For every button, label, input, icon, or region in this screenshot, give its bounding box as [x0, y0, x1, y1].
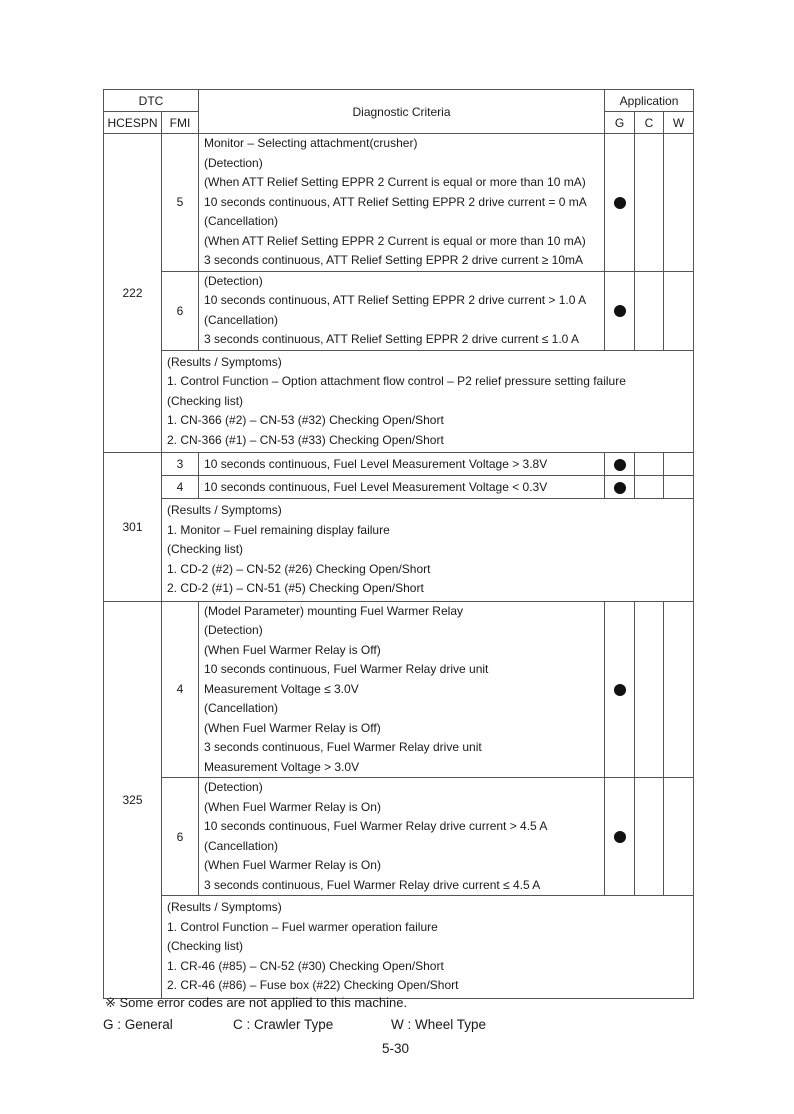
fmi-cell: 3	[162, 453, 199, 476]
legend-crawler: C : Crawler Type	[233, 1017, 334, 1032]
application-w-cell	[664, 134, 694, 272]
application-c-cell	[635, 453, 664, 476]
page-number: 5-30	[382, 1041, 410, 1056]
criteria-line: 10 seconds continuous, Fuel Warmer Relay drive unit	[204, 662, 489, 676]
g-header: G	[605, 112, 635, 134]
diagnostic-criteria-header: Diagnostic Criteria	[199, 90, 605, 134]
results-line: (Checking list)	[167, 542, 244, 556]
criteria-line: Monitor – Selecting attachment(crusher)	[204, 136, 418, 150]
application-c-cell	[635, 134, 664, 272]
application-w-cell	[664, 601, 694, 778]
legend-wheel: W : Wheel Type	[391, 1017, 487, 1032]
criteria-line: 3 seconds continuous, Fuel Warmer Relay drive unit	[204, 740, 482, 754]
criteria-line: 10 seconds continuous, ATT Relief Setting EPPR 2 drive current > 1.0 A	[204, 293, 587, 307]
table-row	[104, 134, 694, 272]
criteria-cell	[199, 271, 605, 350]
criteria-line: (When Fuel Warmer Relay is Off)	[204, 642, 381, 657]
application-g-cell	[605, 134, 635, 272]
table-row	[104, 271, 694, 350]
table-row	[104, 453, 694, 476]
results-line: (Checking list)	[167, 939, 244, 953]
application-c-cell	[635, 271, 664, 350]
criteria-line: Measurement Voltage > 3.0V	[204, 759, 360, 774]
fmi-cell: 6	[162, 778, 199, 896]
dtc-table	[103, 89, 694, 999]
criteria-line: (Cancellation)	[204, 701, 279, 715]
criteria-line: Measurement Voltage ≤ 3.0V	[204, 681, 359, 696]
criteria-line: (When Fuel Warmer Relay is Off)	[204, 720, 381, 735]
criteria-cell	[199, 778, 605, 896]
criteria-line: (Detection)	[204, 623, 263, 637]
application-g-cell	[605, 601, 635, 778]
hcespn-cell: 325	[104, 601, 162, 998]
applied-dot-icon	[614, 305, 626, 317]
application-header: Application	[605, 90, 694, 112]
results-line: (Results / Symptoms)	[167, 900, 282, 914]
table-row	[104, 499, 694, 602]
results-line: 1. CD-2 (#2) – CN-52 (#26) Checking Open/Short	[167, 561, 431, 576]
fmi-header: FMI	[162, 112, 199, 134]
application-w-cell	[664, 778, 694, 896]
applied-dot-icon	[614, 197, 626, 209]
table-row	[104, 778, 694, 896]
results-cell	[162, 896, 694, 999]
table-row	[104, 601, 694, 778]
criteria-line: (When ATT Relief Setting EPPR 2 Current is equal or more than 10 mA)	[204, 233, 586, 248]
table-row	[104, 896, 694, 999]
application-g-cell	[605, 476, 635, 499]
criteria-line: (Detection)	[204, 780, 263, 794]
applied-dot-icon	[614, 482, 626, 494]
results-cell	[162, 350, 694, 453]
applied-dot-icon	[614, 684, 626, 696]
application-g-cell	[605, 271, 635, 350]
results-line: 2. CD-2 (#1) – CN-51 (#5) Checking Open/Short	[167, 581, 424, 595]
fmi-cell: 4	[162, 601, 199, 778]
results-cell	[162, 499, 694, 602]
application-g-cell	[605, 778, 635, 896]
fmi-cell: 6	[162, 271, 199, 350]
criteria-line: (Detection)	[204, 155, 263, 170]
criteria-line: (When ATT Relief Setting EPPR 2 Current is equal or more than 10 mA)	[204, 175, 586, 189]
application-g-cell	[605, 453, 635, 476]
criteria-cell: 10 seconds continuous, Fuel Level Measurement Voltage > 3.8V	[199, 453, 605, 476]
hcespn-cell: 301	[104, 453, 162, 602]
table-row	[104, 476, 694, 499]
application-c-cell	[635, 778, 664, 896]
dtc-header: DTC	[104, 90, 199, 112]
criteria-line: (Detection)	[204, 273, 263, 288]
criteria-cell: 10 seconds continuous, Fuel Level Measurement Voltage < 0.3V	[199, 476, 605, 499]
results-line: 1. Control Function – Option attachment flow control – P2 relief pressure setting failure	[167, 374, 626, 388]
hcespn-cell: 222	[104, 134, 162, 453]
criteria-cell	[199, 601, 605, 778]
criteria-line: 10 seconds continuous, Fuel Warmer Relay drive current > 4.5 A	[204, 819, 548, 833]
results-line: (Results / Symptoms)	[167, 354, 282, 369]
criteria-line: 3 seconds continuous, ATT Relief Setting EPPR 2 drive current ≥ 10mA	[204, 253, 584, 267]
results-line: 2. CN-366 (#1) – CN-53 (#33) Checking Open/Short	[167, 432, 444, 447]
hcespn-header: HCESPN	[104, 112, 162, 134]
criteria-line: (Cancellation)	[204, 214, 279, 228]
results-line: 1. Control Function – Fuel warmer operation failure	[167, 919, 438, 934]
application-w-cell	[664, 476, 694, 499]
fmi-cell: 5	[162, 134, 199, 272]
application-c-cell	[635, 601, 664, 778]
footnote: ※ Some error codes are not applied to this machine.	[105, 995, 408, 1010]
criteria-line: 3 seconds continuous, ATT Relief Setting EPPR 2 drive current ≤ 1.0 A	[204, 332, 580, 346]
application-w-cell	[664, 453, 694, 476]
results-line: 1. Monitor – Fuel remaining display failure	[167, 522, 390, 537]
table-row	[104, 350, 694, 453]
w-header: W	[664, 112, 694, 134]
criteria-line: (When Fuel Warmer Relay is On)	[204, 858, 381, 872]
criteria-line: 10 seconds continuous, ATT Relief Setting EPPR 2 drive current = 0 mA	[204, 194, 587, 209]
application-w-cell	[664, 271, 694, 350]
criteria-line: (Cancellation)	[204, 312, 279, 327]
legend-general: G : General	[103, 1017, 173, 1032]
applied-dot-icon	[614, 459, 626, 471]
results-line: (Checking list)	[167, 393, 244, 408]
results-line: (Results / Symptoms)	[167, 503, 282, 517]
criteria-line: (Model Parameter) mounting Fuel Warmer Relay	[204, 603, 463, 618]
results-line: 1. CN-366 (#2) – CN-53 (#32) Checking Open/Short	[167, 413, 444, 427]
c-header: C	[635, 112, 664, 134]
results-line: 1. CR-46 (#85) – CN-52 (#30) Checking Open/Short	[167, 958, 444, 973]
applied-dot-icon	[614, 831, 626, 843]
fmi-cell: 4	[162, 476, 199, 499]
criteria-line: (When Fuel Warmer Relay is On)	[204, 799, 381, 814]
results-line: 2. CR-46 (#86) – Fuse box (#22) Checking Open/Short	[167, 978, 459, 992]
criteria-line: 3 seconds continuous, Fuel Warmer Relay drive current ≤ 4.5 A	[204, 877, 541, 892]
criteria-cell	[199, 134, 605, 272]
criteria-line: (Cancellation)	[204, 838, 279, 853]
application-c-cell	[635, 476, 664, 499]
